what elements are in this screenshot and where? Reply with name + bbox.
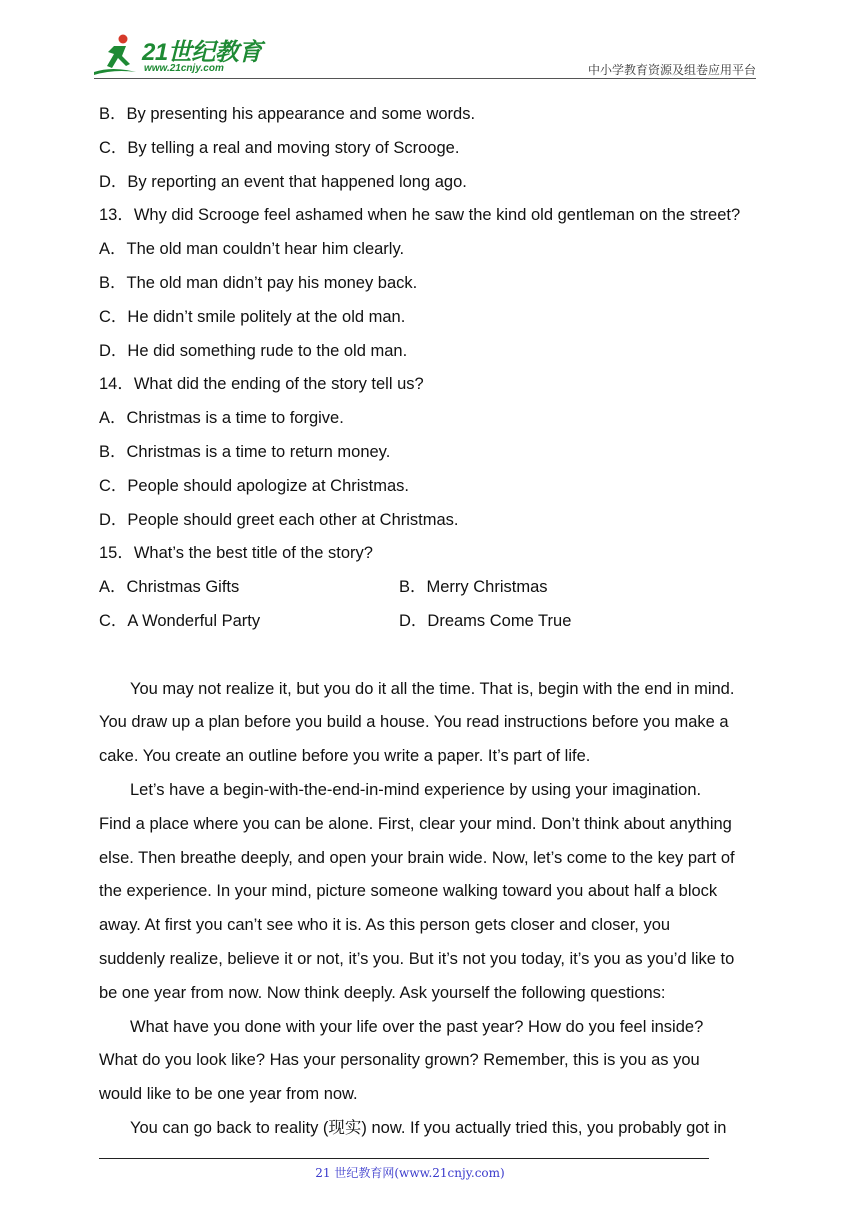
q15-options-row [99,605,763,639]
platform-name: 中小学教育资源及组卷应用平台 [587,63,756,77]
logo-url: www.21cnjy.com [144,63,224,74]
passage-paragraph-2 [99,774,763,1011]
passage-line: What have you done with your life over the past year? How do you feel inside? [130,1017,704,1036]
header-divider [94,78,756,79]
option-b: B．Merry Christmas [399,578,548,597]
runner-logo-icon [92,32,144,78]
option-line: C．People should apologize at Christmas. [99,476,409,495]
passage-line: What do you look like? Has your personality grown? Remember, this is you as you [99,1051,700,1070]
option-line: A．Christmas is a time to forgive. [99,409,344,428]
passage-line: would like to be one year from now. [99,1085,358,1104]
passage-line: be one year from now. Now think deeply. Ask yourself the following questions: [99,983,666,1002]
site-logo [92,32,262,78]
passage-line: suddenly realize, believe it or not, it’s you. But it’s not you today, it’s you as you’d like to [99,949,735,968]
passage-line: the experience. In your mind, picture someone walking toward you about half a block [99,882,718,901]
q15-options-row [99,571,763,605]
option-a: A．Christmas Gifts [99,578,240,597]
footer-divider [99,1158,709,1159]
question-13: 13．Why did Scrooge feel ashamed when he saw the kind old gentleman on the street? [99,206,741,225]
question-14: 14．What did the ending of the story tell us? [99,375,424,394]
passage-line: You may not realize it, but you do it all the time. That is, begin with the end in mind. [130,679,735,698]
option-line: D．By reporting an event that happened long ago. [99,172,467,191]
passage-line: cake. You create an outline before you write a paper. It’s part of life. [99,747,591,766]
page-footer: 21 世纪教育网(www.21cnjy.com) [315,1166,505,1180]
passage-line: You can go back to reality (现实) now. If you actually tried this, you probably got in [130,1118,727,1137]
passage-paragraph-1 [99,673,763,774]
section-gap [99,639,763,673]
option-line: C．By telling a real and moving story of Scrooge. [99,138,460,157]
option-line: D．People should greet each other at Christmas. [99,510,459,529]
page-header [0,0,860,84]
option-line: B．Christmas is a time to return money. [99,442,391,461]
document-body [99,98,763,1146]
option-line: A．The old man couldn’t hear him clearly. [99,240,405,259]
option-d: D．Dreams Come True [399,611,572,630]
logo-text: 21世纪教育 [142,39,262,66]
option-line: B．By presenting his appearance and some words. [99,105,476,123]
passage-line: Let’s have a begin-with-the-end-in-mind experience by using your imagination. [130,780,702,799]
option-line: C．He didn’t smile politely at the old man. [99,307,406,326]
passage-line: else. Then breathe deeply, and open your brain wide. Now, let’s come to the key part of [99,848,735,867]
option-line: D．He did something rude to the old man. [99,341,408,360]
passage-paragraph-3 [99,1011,763,1112]
passage-line: You draw up a plan before you build a house. You read instructions before you make a [99,713,729,732]
passage-paragraph-4 [99,1112,763,1146]
passage-line: away. At first you can’t see who it is. As this person gets closer and closer, you [99,916,671,935]
option-c: C．A Wonderful Party [99,611,261,630]
option-line: B．The old man didn’t pay his money back. [99,273,418,292]
question-15: 15．What’s the best title of the story? [99,544,373,563]
passage-line: Find a place where you can be alone. First, clear your mind. Don’t think about anything [99,814,732,833]
